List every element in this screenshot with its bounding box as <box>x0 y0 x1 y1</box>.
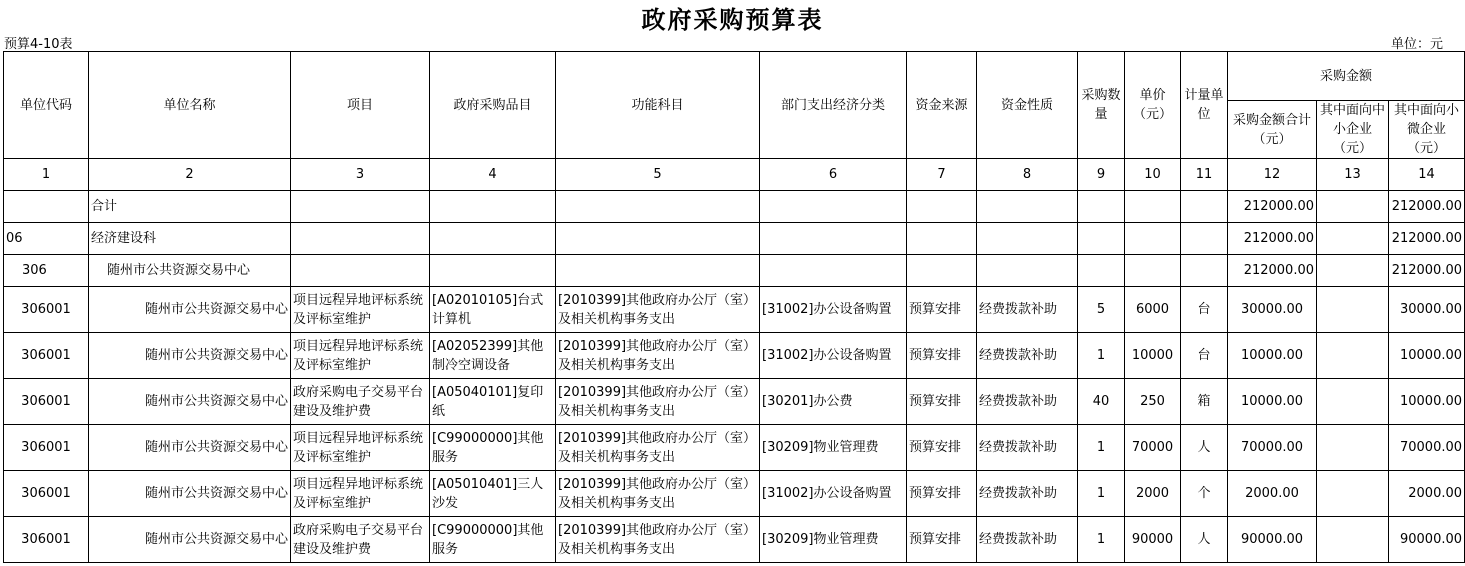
summary-row-unit <box>4 255 1465 287</box>
fund-nature-cell: 经费拨款补助 <box>977 425 1078 471</box>
empty-cell <box>977 223 1078 255</box>
col-number: 12 <box>1228 159 1317 191</box>
empty-cell <box>1317 223 1389 255</box>
header-unit-code: 单位代码 <box>4 52 89 159</box>
price-cell: 6000 <box>1125 287 1181 333</box>
fund-nature-cell: 经费拨款补助 <box>977 287 1078 333</box>
col-number: 4 <box>430 159 556 191</box>
amount-total-cell: 70000.00 <box>1228 425 1317 471</box>
empty-cell <box>1181 223 1228 255</box>
amount-total-cell: 10000.00 <box>1228 379 1317 425</box>
empty-cell <box>1078 191 1125 223</box>
amount-sme-cell <box>1317 471 1389 517</box>
empty-cell <box>1125 191 1181 223</box>
col-number: 7 <box>907 159 977 191</box>
empty-cell <box>1317 191 1389 223</box>
measure-cell: 箱 <box>1181 379 1228 425</box>
qty-cell: 1 <box>1078 333 1125 379</box>
fund-source-cell: 预算安排 <box>907 333 977 379</box>
project-cell: 政府采购电子交易平台建设及维护费 <box>291 517 430 563</box>
empty-cell <box>977 255 1078 287</box>
measure-cell: 台 <box>1181 333 1228 379</box>
empty-cell <box>556 255 760 287</box>
price-cell: 2000 <box>1125 471 1181 517</box>
header-row <box>4 52 1465 101</box>
unit-code-cell: 306 <box>4 255 89 287</box>
function-cell: [2010399]其他政府办公厅（室）及相关机构事务支出 <box>556 287 760 333</box>
header-price: 单价（元） <box>1125 52 1181 159</box>
amount-total-cell: 10000.00 <box>1228 333 1317 379</box>
fund-source-cell: 预算安排 <box>907 425 977 471</box>
project-cell: 项目远程异地评标系统及评标室维护 <box>291 425 430 471</box>
unit-name-cell: 随州市公共资源交易中心 <box>89 287 291 333</box>
col-number: 2 <box>89 159 291 191</box>
measure-cell: 个 <box>1181 471 1228 517</box>
header-qty: 采购数量 <box>1078 52 1125 159</box>
empty-cell <box>907 191 977 223</box>
unit-code-cell <box>4 191 89 223</box>
project-cell: 项目远程异地评标系统及评标室维护 <box>291 287 430 333</box>
form-number: 预算4-10表 <box>4 37 73 52</box>
item-cell: [C99000000]其他服务 <box>430 517 556 563</box>
budget-table <box>3 51 1465 563</box>
unit-code-cell: 306001 <box>4 333 89 379</box>
unit-name-cell: 随州市公共资源交易中心 <box>89 517 291 563</box>
function-cell: [2010399]其他政府办公厅（室）及相关机构事务支出 <box>556 379 760 425</box>
empty-cell <box>556 191 760 223</box>
empty-cell <box>907 255 977 287</box>
empty-cell <box>1125 255 1181 287</box>
empty-cell <box>1125 223 1181 255</box>
econ-cell: [30209]物业管理费 <box>760 517 907 563</box>
empty-cell <box>556 223 760 255</box>
qty-cell: 5 <box>1078 287 1125 333</box>
empty-cell <box>1181 255 1228 287</box>
empty-cell <box>907 223 977 255</box>
amount-sme-cell <box>1317 517 1389 563</box>
amount-micro-cell: 212000.00 <box>1389 223 1465 255</box>
function-cell: [2010399]其他政府办公厅（室）及相关机构事务支出 <box>556 471 760 517</box>
unit-name-cell: 随州市公共资源交易中心 <box>89 425 291 471</box>
fund-nature-cell: 经费拨款补助 <box>977 333 1078 379</box>
empty-cell <box>1078 255 1125 287</box>
unit-code-cell: 306001 <box>4 425 89 471</box>
qty-cell: 40 <box>1078 379 1125 425</box>
amount-sme-cell <box>1317 379 1389 425</box>
unit-name-cell: 随州市公共资源交易中心 <box>89 471 291 517</box>
fund-source-cell: 预算安排 <box>907 471 977 517</box>
meta-row <box>0 34 1465 51</box>
col-number: 11 <box>1181 159 1228 191</box>
page-title: 政府采购预算表 <box>641 5 824 34</box>
col-number: 9 <box>1078 159 1125 191</box>
amount-micro-cell: 30000.00 <box>1389 287 1465 333</box>
unit-name-cell: 随州市公共资源交易中心 <box>89 379 291 425</box>
unit-label: 单位：元 <box>1390 37 1443 52</box>
amount-micro-cell: 10000.00 <box>1389 379 1465 425</box>
unit-code-cell: 306001 <box>4 517 89 563</box>
function-cell: [2010399]其他政府办公厅（室）及相关机构事务支出 <box>556 425 760 471</box>
fund-source-cell: 预算安排 <box>907 379 977 425</box>
amount-total-cell: 212000.00 <box>1228 255 1317 287</box>
col-number: 8 <box>977 159 1078 191</box>
item-cell: [C99000000]其他服务 <box>430 425 556 471</box>
col-number: 14 <box>1389 159 1465 191</box>
econ-cell: [30201]办公费 <box>760 379 907 425</box>
empty-cell <box>430 223 556 255</box>
col-number: 13 <box>1317 159 1389 191</box>
econ-cell: [31002]办公设备购置 <box>760 471 907 517</box>
unit-name-cell: 随州市公共资源交易中心 <box>89 255 291 287</box>
col-number: 10 <box>1125 159 1181 191</box>
unit-name-cell: 合计 <box>89 191 291 223</box>
title-row <box>0 0 1465 34</box>
amount-sme-cell <box>1317 333 1389 379</box>
empty-cell <box>977 191 1078 223</box>
function-cell: [2010399]其他政府办公厅（室）及相关机构事务支出 <box>556 333 760 379</box>
header-fund-source: 资金来源 <box>907 52 977 159</box>
amount-sme-cell <box>1317 425 1389 471</box>
amount-total-cell: 212000.00 <box>1228 223 1317 255</box>
econ-cell: [31002]办公设备购置 <box>760 333 907 379</box>
table-row <box>4 425 1465 471</box>
unit-code-cell: 306001 <box>4 287 89 333</box>
col-number: 5 <box>556 159 760 191</box>
header-unit-name: 单位名称 <box>89 52 291 159</box>
qty-cell: 1 <box>1078 517 1125 563</box>
unit-name-cell: 经济建设科 <box>89 223 291 255</box>
empty-cell <box>291 223 430 255</box>
unit-name-cell: 随州市公共资源交易中心 <box>89 333 291 379</box>
unit-code-cell: 06 <box>4 223 89 255</box>
col-number: 3 <box>291 159 430 191</box>
table-row <box>4 471 1465 517</box>
amount-total-cell: 30000.00 <box>1228 287 1317 333</box>
fund-nature-cell: 经费拨款补助 <box>977 471 1078 517</box>
fund-nature-cell: 经费拨款补助 <box>977 517 1078 563</box>
header-sme: 其中面向中小企业（元） <box>1317 101 1389 159</box>
project-cell: 项目远程异地评标系统及评标室维护 <box>291 471 430 517</box>
header-micro: 其中面向小微企业（元） <box>1389 101 1465 159</box>
item-cell: [A02010105]台式计算机 <box>430 287 556 333</box>
header-fund-nature: 资金性质 <box>977 52 1078 159</box>
col-number: 6 <box>760 159 907 191</box>
summary-row-department <box>4 223 1465 255</box>
amount-sme-cell <box>1317 287 1389 333</box>
empty-cell <box>1181 191 1228 223</box>
header-amount-group: 采购金额 <box>1228 52 1465 101</box>
price-cell: 70000 <box>1125 425 1181 471</box>
summary-row-total <box>4 191 1465 223</box>
measure-cell: 人 <box>1181 425 1228 471</box>
price-cell: 10000 <box>1125 333 1181 379</box>
table-row <box>4 517 1465 563</box>
price-cell: 90000 <box>1125 517 1181 563</box>
fund-source-cell: 预算安排 <box>907 287 977 333</box>
measure-cell: 人 <box>1181 517 1228 563</box>
item-cell: [A02052399]其他制冷空调设备 <box>430 333 556 379</box>
qty-cell: 1 <box>1078 471 1125 517</box>
amount-total-cell: 90000.00 <box>1228 517 1317 563</box>
empty-cell <box>760 223 907 255</box>
amount-micro-cell: 90000.00 <box>1389 517 1465 563</box>
table-row <box>4 379 1465 425</box>
header-function: 功能科目 <box>556 52 760 159</box>
amount-micro-cell: 212000.00 <box>1389 255 1465 287</box>
empty-cell <box>430 255 556 287</box>
amount-total-cell: 2000.00 <box>1228 471 1317 517</box>
amount-micro-cell: 212000.00 <box>1389 191 1465 223</box>
empty-cell <box>291 191 430 223</box>
empty-cell <box>1317 255 1389 287</box>
function-cell: [2010399]其他政府办公厅（室）及相关机构事务支出 <box>556 517 760 563</box>
empty-cell <box>430 191 556 223</box>
econ-cell: [30209]物业管理费 <box>760 425 907 471</box>
empty-cell <box>760 191 907 223</box>
empty-cell <box>291 255 430 287</box>
amount-total-cell: 212000.00 <box>1228 191 1317 223</box>
header-project: 项目 <box>291 52 430 159</box>
item-cell: [A05040101]复印纸 <box>430 379 556 425</box>
header-measure: 计量单位 <box>1181 52 1228 159</box>
empty-cell <box>1078 223 1125 255</box>
amount-micro-cell: 2000.00 <box>1389 471 1465 517</box>
header-item: 政府采购品目 <box>430 52 556 159</box>
amount-micro-cell: 70000.00 <box>1389 425 1465 471</box>
column-number-row <box>4 159 1465 191</box>
amount-micro-cell: 10000.00 <box>1389 333 1465 379</box>
qty-cell: 1 <box>1078 425 1125 471</box>
project-cell: 政府采购电子交易平台建设及维护费 <box>291 379 430 425</box>
header-econ: 部门支出经济分类 <box>760 52 907 159</box>
table-row <box>4 287 1465 333</box>
unit-code-cell: 306001 <box>4 379 89 425</box>
empty-cell <box>760 255 907 287</box>
measure-cell: 台 <box>1181 287 1228 333</box>
unit-code-cell: 306001 <box>4 471 89 517</box>
project-cell: 项目远程异地评标系统及评标室维护 <box>291 333 430 379</box>
fund-nature-cell: 经费拨款补助 <box>977 379 1078 425</box>
econ-cell: [31002]办公设备购置 <box>760 287 907 333</box>
header-amount-total: 采购金额合计（元） <box>1228 101 1317 159</box>
fund-source-cell: 预算安排 <box>907 517 977 563</box>
item-cell: [A05010401]三人沙发 <box>430 471 556 517</box>
table-row <box>4 333 1465 379</box>
price-cell: 250 <box>1125 379 1181 425</box>
col-number: 1 <box>4 159 89 191</box>
